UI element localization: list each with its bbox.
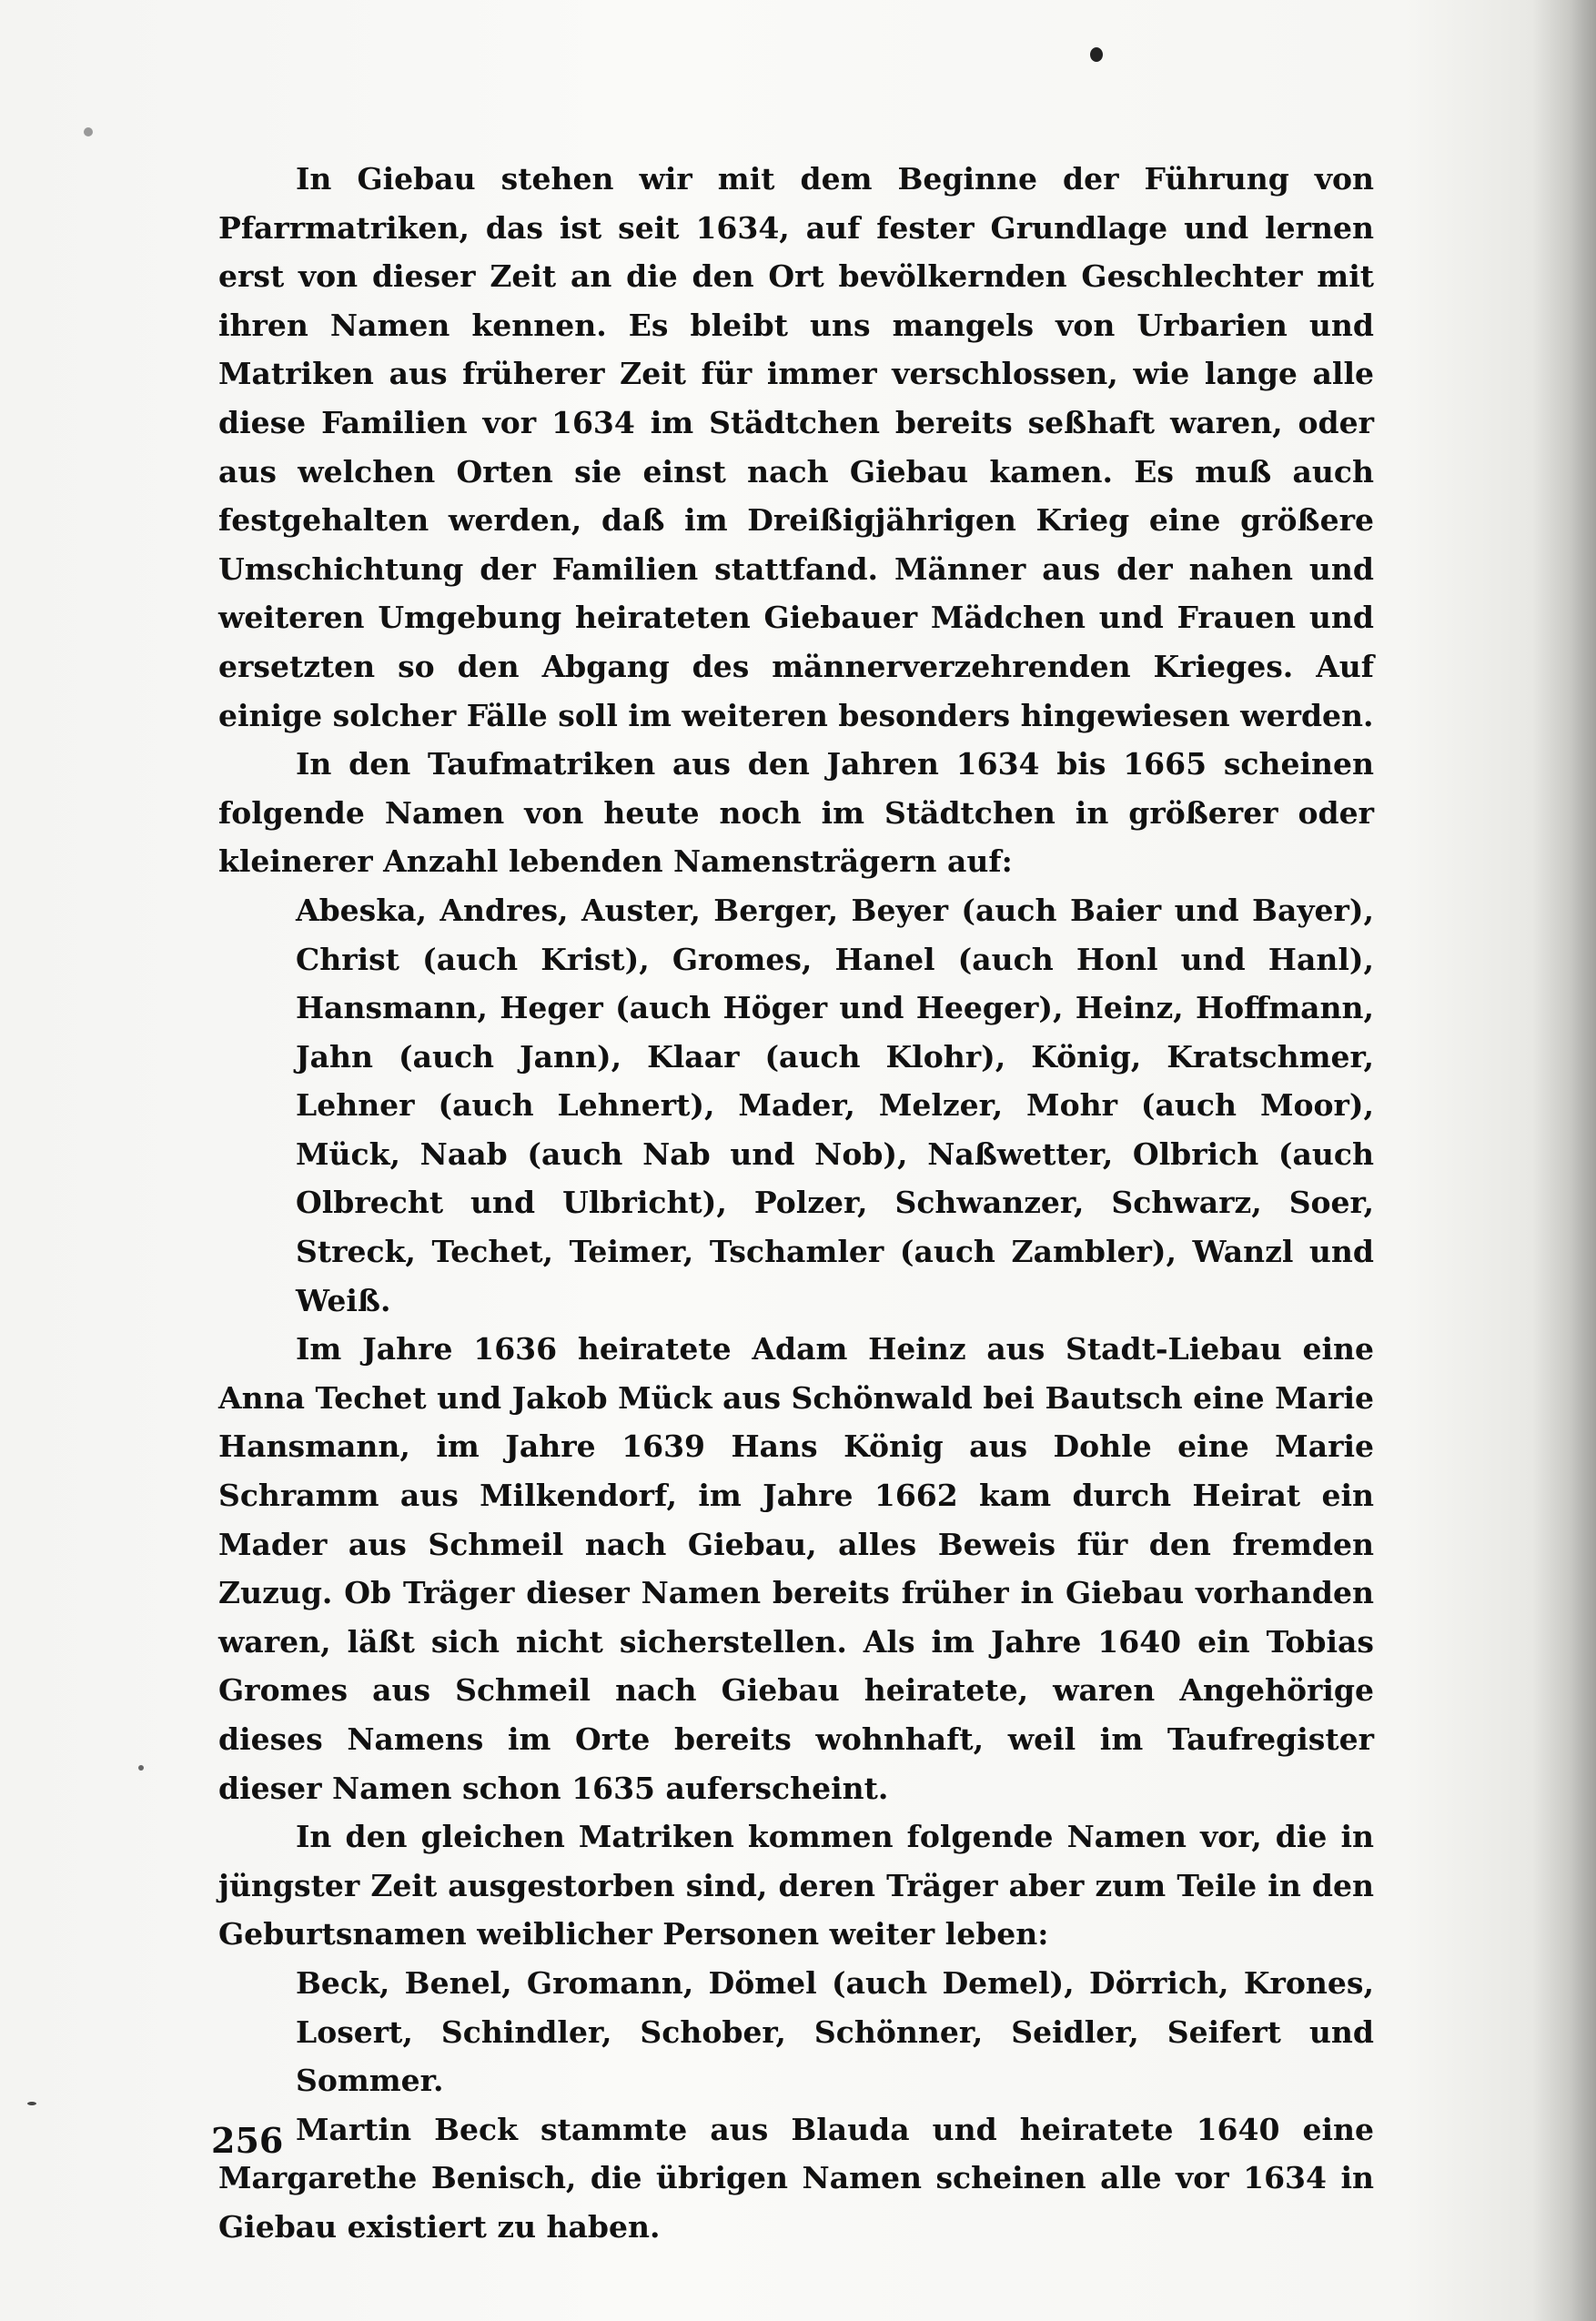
paragraph-intro: In Giebau stehen wir mit dem Beginne der Führung von Pfarrmatriken, das ist seit 1634, auf fester Grundlage und lernen erst von dieser Zeit an die den Ort bevölkernden Geschlechter mit ihren Namen kennen. Es bleibt uns mangels von Urbarien und Matriken aus früherer Zeit für immer verschlossen, wie lange alle diese Familien vor 1634 im Städtchen bereits seßhaft waren, oder aus welchen Orten sie einst nach Giebau kamen. Es muß auch festgehalten werden, daß im Dreißigjährigen Krieg eine größere Umschichtung der Familien stattfand. Männer aus der nahen und weiteren Umgebung heirateten Giebauer Mädchen und Frauen und ersetzten so den Abgang des männerverzehrenden Krieges. Auf einige solcher Fälle soll im weiteren besonders hingewiesen werden. — [218, 161, 1374, 733]
paragraph-taufmatriken: In den Taufmatriken aus den Jahren 1634 bis 1665 scheinen folgende Namen von heute noch im Städtchen in größerer oder kleinerer Anzahl lebenden Namensträgern auf: — [218, 746, 1374, 880]
ink-speck — [1090, 47, 1103, 62]
body-text — [218, 155, 1374, 2252]
ink-speck — [138, 1765, 144, 1771]
paragraph-extinct-intro: In den gleichen Matriken kommen folgende Namen vor, die in jüngster Zeit ausgestorben sind, deren Träger aber zum Teile in den Geburtsnamen weiblicher Personen weiter leben: — [218, 1819, 1374, 1953]
ink-speck — [27, 2102, 36, 2105]
ink-speck — [84, 127, 93, 136]
paragraph-martin-beck: Martin Beck stammte aus Blauda und heiratete 1640 eine Margarethe Benisch, die übrigen Namen scheinen alle vor 1634 in Giebau existiert zu haben. — [218, 2111, 1374, 2245]
page-edge-shadow — [1532, 0, 1596, 2321]
surname-list-extinct: Beck, Benel, Gromann, Dömel (auch Demel), Dörrich, Krones, Losert, Schindler, Schober, Schönner, Seidler, Seifert und Sommer. — [296, 1964, 1374, 2099]
page-number: 256 — [211, 2120, 284, 2161]
paragraph-marriages: Im Jahre 1636 heiratete Adam Heinz aus Stadt-Liebau eine Anna Techet und Jakob Mück aus Schönwald bei Bautsch eine Marie Hansmann, im Jahre 1639 Hans König aus Dohle eine Marie Schramm aus Milkendorf, im Jahre 1662 kam durch Heirat ein Mader aus Schmeil nach Giebau, alles Beweis für den fremden Zuzug. Ob Träger dieser Namen bereits früher in Giebau vorhanden waren, läßt sich nicht sicherstellen. Als im Jahre 1640 ein Tobias Gromes aus Schmeil nach Giebau heiratete, waren Angehörige dieses Namens im Orte bereits wohnhaft, weil im Taufregister dieser Namen schon 1635 auferscheint. — [218, 1331, 1374, 1806]
surname-list-current: Abeska, Andres, Auster, Berger, Beyer (auch Baier und Bayer), Christ (auch Krist), Gromes, Hanel (auch Honl und Hanl), Hansmann, Heger (auch Höger und Heeger), Heinz, Hoffmann, Jahn (auch Jann), Klaar (auch Klohr), König, Kratschmer, Lehner (auch Lehnert), Mader, Melzer, Mohr (auch Moor), Mück, Naab (auch Nab und Nob), Naßwetter, Olbrich (auch Olbrecht und Ulbricht), Polzer, Schwanzer, Schwarz, Soer, Streck, Techet, Teimer, Tschamler (auch Zambler), Wanzl und Weiß. — [296, 892, 1374, 1318]
